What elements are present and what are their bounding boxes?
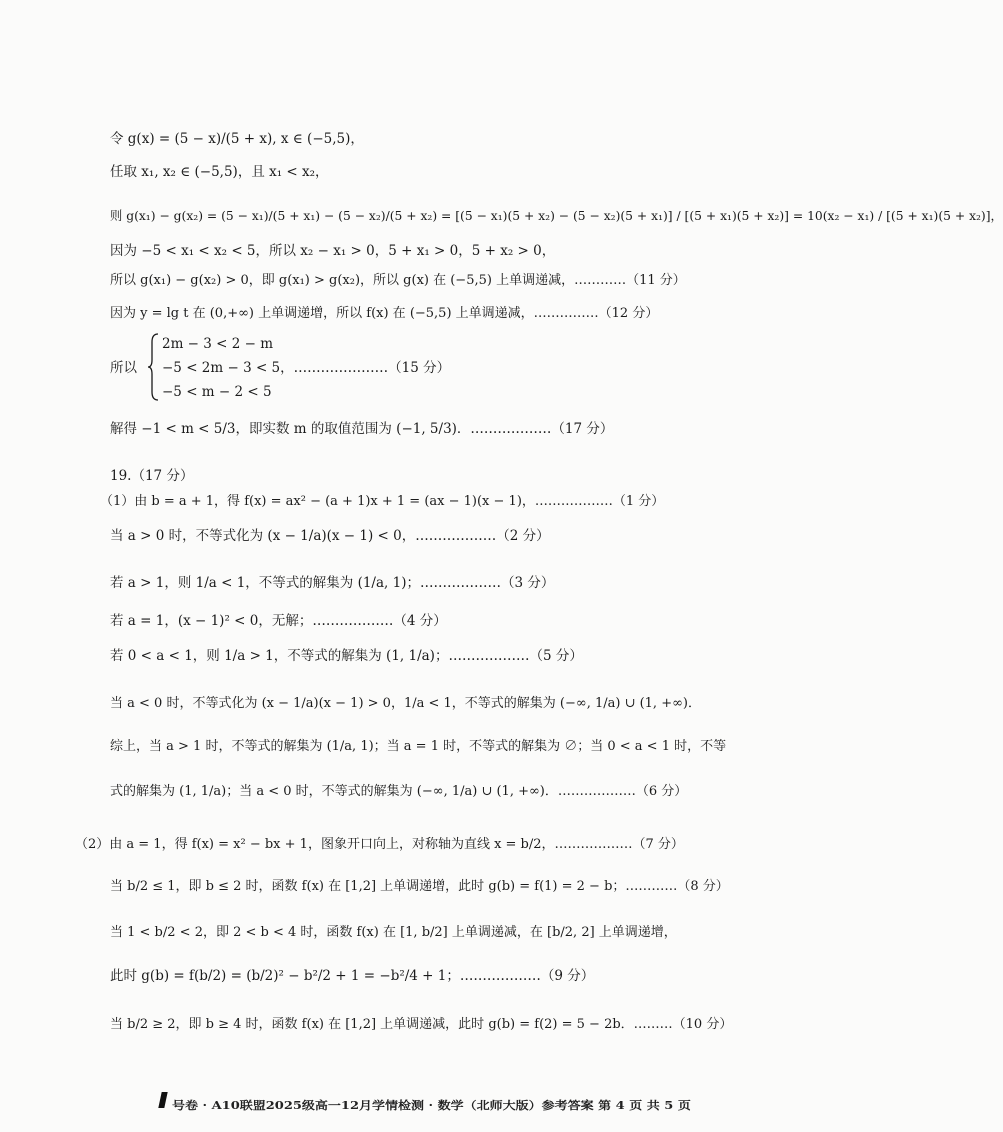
line-define-g: 令 g(x) = (5 − x)/(5 + x), x ∈ (−5,5)， bbox=[110, 131, 364, 147]
part1-case-a-positive: 当 a > 0 时，不等式化为 (x − 1/a)(x − 1) < 0，………………（2 分） bbox=[110, 528, 550, 544]
line-take-x1-x2: 任取 x₁, x₂ ∈ (−5,5)，且 x₁ < x₂， bbox=[110, 164, 329, 180]
line-solve-m: 解得 −1 < m < 5/3，即实数 m 的取值范围为 (−1, 5/3)．………………（17 分） bbox=[110, 421, 614, 437]
page-footer: 号卷 · A10联盟2025级高一12月学情检测 · 数学（北师大版）参考答案 第 4 页 共 5 页 bbox=[172, 1099, 691, 1113]
question-19-heading: 19.（17 分） bbox=[110, 468, 194, 484]
part1-case-a-gt-1: 若 a > 1，则 1/a < 1，不等式的解集为 (1/a, 1)；………………（3 分） bbox=[110, 575, 555, 591]
line-because-range: 因为 −5 < x₁ < x₂ < 5，所以 x₂ − x₁ > 0，5 + x₁ > 0，5 + x₂ > 0， bbox=[110, 243, 556, 259]
inequality-row-1: 2m − 3 < 2 − m bbox=[162, 336, 274, 352]
line-difference: 则 g(x₁) − g(x₂) = (5 − x₁)/(5 + x₁) − (5 − x₂)/(5 + x₂) = [(5 − x₁)(5 + x₂) − (5 − x₂)(5 + x₁)] / [(5 + x₁)(5 + x₂)] = 10(x₂ − x₁) / [(5 + x₁)(5 + x₂)]， bbox=[110, 209, 1003, 223]
inequality-row-2: −5 < 2m − 3 < 5，…………………（15 分） bbox=[162, 360, 451, 376]
part1-summary-2: 式的解集为 (1, 1/a)；当 a < 0 时，不等式的解集为 (−∞, 1/a) ∪ (1, +∞)．………………（6 分） bbox=[110, 784, 688, 799]
part1-case-a-eq-1: 若 a = 1，(x − 1)² < 0，无解；………………（4 分） bbox=[110, 613, 447, 629]
part2-g-of-b-middle: 此时 g(b) = f(b/2) = (b/2)² − b²/2 + 1 = −b²/4 + 1；………………（9 分） bbox=[110, 968, 595, 984]
part2-setup: （2）由 a = 1，得 f(x) = x² − bx + 1，图象开口向上，对称轴为直线 x = b/2，………………（7 分） bbox=[75, 837, 684, 852]
part2-case-b-between: 当 1 < b/2 < 2，即 2 < b < 4 时，函数 f(x) 在 [1, b/2] 上单调递减，在 [b/2, 2] 上单调递增， bbox=[110, 925, 677, 940]
inequality-system bbox=[148, 332, 451, 402]
part1-case-a-between: 若 0 < a < 1，则 1/a > 1，不等式的解集为 (1, 1/a)；………………（5 分） bbox=[110, 648, 583, 664]
part2-case-b-le-2: 当 b/2 ≤ 1，即 b ≤ 2 时，函数 f(x) 在 [1,2] 上单调递增，此时 g(b) = f(1) = 2 − b；…………（8 分） bbox=[110, 879, 729, 894]
part2-case-b-ge-4: 当 b/2 ≥ 2，即 b ≥ 4 时，函数 f(x) 在 [1,2] 上单调递减，此时 g(b) = f(2) = 5 − 2b．………（10 分） bbox=[110, 1017, 733, 1032]
part1-factorization: （1）由 b = a + 1，得 f(x) = ax² − (a + 1)x + 1 = (ax − 1)(x − 1)，………………（1 分） bbox=[100, 494, 665, 509]
line-f-decreasing: 因为 y = lg t 在 (0,+∞) 上单调递增，所以 f(x) 在 (−5,5) 上单调递减，……………（12 分） bbox=[110, 306, 659, 321]
brand-mark-icon bbox=[158, 1092, 167, 1108]
part1-summary-1: 综上，当 a > 1 时，不等式的解集为 (1/a, 1)；当 a = 1 时，不等式的解集为 ∅；当 0 < a < 1 时，不等 bbox=[110, 739, 727, 754]
left-brace-icon bbox=[148, 332, 160, 402]
cases-label: 所以 bbox=[110, 360, 137, 376]
part1-case-a-negative: 当 a < 0 时，不等式化为 (x − 1/a)(x − 1) > 0，1/a < 1，不等式的解集为 (−∞, 1/a) ∪ (1, +∞)． bbox=[110, 696, 701, 711]
inequality-row-3: −5 < m − 2 < 5 bbox=[162, 384, 272, 400]
line-g-decreasing: 所以 g(x₁) − g(x₂) > 0，即 g(x₁) > g(x₂)，所以 g(x) 在 (−5,5) 上单调递减，…………（11 分） bbox=[110, 273, 686, 288]
